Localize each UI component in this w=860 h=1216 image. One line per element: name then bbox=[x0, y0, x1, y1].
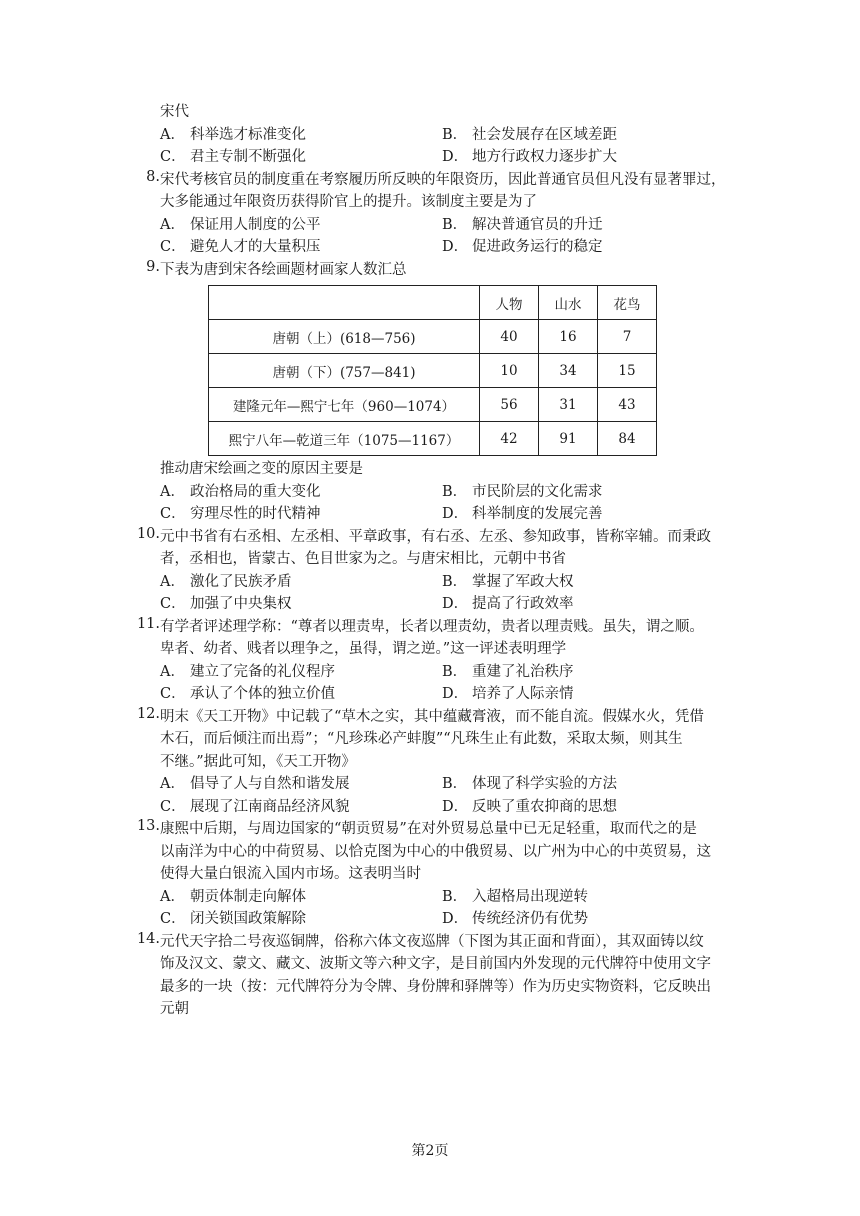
table-value-cell: 15 bbox=[598, 354, 657, 388]
table-value-cell: 42 bbox=[480, 422, 539, 456]
question-8 bbox=[136, 169, 736, 214]
question-10-option-c[interactable]: C． 加强了中央集权 bbox=[160, 596, 292, 612]
question-14 bbox=[136, 931, 736, 1021]
question-7-option-d[interactable]: D． 地方行政权力逐步扩大 bbox=[442, 149, 617, 165]
question-13-options-row-1 bbox=[136, 886, 736, 909]
question-stem-line: 元中书省有右丞相、左丞相、平章政事，有右丞、左丞、参知政事，皆称宰辅。而秉政 bbox=[160, 528, 711, 545]
table-period-cell: 唐朝（下）(757—841) bbox=[209, 354, 480, 388]
question-number: 14. bbox=[136, 930, 160, 947]
table-row bbox=[209, 388, 657, 422]
question-number: 12. bbox=[136, 705, 160, 722]
question-8-option-d[interactable]: D． 促进政务运行的稳定 bbox=[442, 239, 603, 255]
question-11-options-row-1 bbox=[136, 661, 736, 684]
question-10-options-row-2 bbox=[136, 593, 736, 616]
question-9-option-c[interactable]: C． 穷理尽性的时代精神 bbox=[160, 506, 321, 522]
question-11 bbox=[136, 616, 736, 661]
question-9-options-row-1 bbox=[136, 481, 736, 504]
question-11-option-b[interactable]: B． 重建了礼治秩序 bbox=[442, 663, 574, 680]
question-7-option-b[interactable]: B． 社会发展存在区域差距 bbox=[442, 126, 617, 143]
table-period-cell: 唐朝（上）(618—756) bbox=[209, 320, 480, 354]
question-number: 9. bbox=[146, 258, 160, 275]
question-13-option-a[interactable]: A． 朝贡体制走向解体 bbox=[160, 888, 306, 905]
question-7-option-a[interactable]: A． 科举选才标准变化 bbox=[160, 126, 306, 143]
table-header-row bbox=[209, 286, 657, 320]
question-stem-line: 宋代考核官员的制度重在考察履历所反映的年限资历，因此普通官员但凡没有显著罪过， bbox=[160, 171, 726, 188]
question-8-option-b[interactable]: B． 解决普通官员的升迁 bbox=[442, 216, 603, 233]
table-value-cell: 91 bbox=[539, 422, 598, 456]
table-period-cell: 建隆元年—熙宁七年（960—1074） bbox=[209, 388, 480, 422]
question-stem-line: 饰及汉文、蒙文、藏文、波斯文等六种文字，是目前国内外发现的元代牌符中使用文字 bbox=[160, 956, 711, 972]
question-stem-line: 不继。”据此可知，《天工开物》 bbox=[160, 753, 356, 770]
question-7-fragment: 宋代 bbox=[160, 104, 189, 120]
question-8-options-row-1 bbox=[136, 214, 736, 237]
question-stem-line: 者，丞相也，皆蒙古、色目世家为之。与唐宋相比，元朝中书省 bbox=[160, 551, 566, 567]
question-12-option-d[interactable]: D． 反映了重农抑商的思想 bbox=[442, 798, 617, 815]
table-corner-cell bbox=[209, 286, 480, 320]
page-content bbox=[136, 101, 736, 1021]
question-9-option-a[interactable]: A． 政治格局的重大变化 bbox=[160, 483, 321, 500]
question-9-option-b[interactable]: B． 市民阶层的文化需求 bbox=[442, 483, 603, 500]
table-value-cell: 84 bbox=[598, 422, 657, 456]
question-11-options-row-2 bbox=[136, 683, 736, 706]
question-stem-line: 有学者评述理学称：“尊者以理责卑，长者以理责幼，贵者以理责贱。虽失，谓之顺。 bbox=[160, 618, 704, 635]
table-header-cell: 山水 bbox=[539, 286, 598, 320]
question-13-option-c[interactable]: C． 闭关锁国政策解除 bbox=[160, 911, 306, 927]
question-12-option-b[interactable]: B． 体现了科学实验的方法 bbox=[442, 776, 617, 792]
question-number: 8. bbox=[146, 168, 160, 185]
table-header-cell: 花鸟 bbox=[598, 286, 657, 320]
question-stem-line: 卑者、幼者、贱者以理争之，虽得，谓之逆。”这一评述表明理学 bbox=[160, 641, 567, 657]
table-value-cell: 16 bbox=[539, 320, 598, 354]
question-stem-line: 大多能通过年限资历获得阶官上的提升。该制度主要是为了 bbox=[160, 194, 537, 210]
table-value-cell: 31 bbox=[539, 388, 598, 422]
question-stem-line: 木石，而后倾注而出焉”；“凡珍珠必产蚌腹”“凡珠生止有此数，采取太频，则其生 bbox=[160, 731, 683, 747]
table-row bbox=[209, 354, 657, 388]
painters-table bbox=[208, 285, 657, 456]
table-value-cell: 43 bbox=[598, 388, 657, 422]
question-13 bbox=[136, 818, 736, 886]
question-11-option-d[interactable]: D． 培养了人际亲情 bbox=[442, 686, 574, 702]
question-8-options-row-2 bbox=[136, 236, 736, 259]
question-12 bbox=[136, 706, 736, 774]
question-7-option-c[interactable]: C． 君主专制不断强化 bbox=[160, 149, 306, 165]
question-stem-line: 下表为唐到宋各绘画题材画家人数汇总 bbox=[160, 261, 407, 278]
question-10-options-row-1 bbox=[136, 571, 736, 594]
question-stem-line: 使得大量白银流入国内市场。这表明当时 bbox=[160, 866, 421, 882]
table-value-cell: 10 bbox=[480, 354, 539, 388]
question-stem-line: 康熙中后期，与周边国家的“朝贡贸易”在对外贸易总量中已无足轻重，取而代之的是 bbox=[160, 821, 697, 837]
question-12-option-c[interactable]: C． 展现了江南商品经济风貌 bbox=[160, 798, 350, 815]
question-number: 11. bbox=[136, 615, 160, 632]
question-number: 13. bbox=[136, 818, 160, 834]
table-row bbox=[209, 320, 657, 354]
question-9-options-row-2 bbox=[136, 503, 736, 526]
question-9 bbox=[136, 259, 736, 282]
question-13-options-row-2 bbox=[136, 908, 736, 931]
question-stem-line: 最多的一块（按：元代牌符分为令牌、身份牌和驿牌等）作为历史实物资料，它反映出 bbox=[160, 978, 711, 995]
table-header-cell: 人物 bbox=[480, 286, 539, 320]
question-stem-line: 元朝 bbox=[160, 1001, 189, 1017]
table-value-cell: 56 bbox=[480, 388, 539, 422]
table-period-cell: 熙宁八年—乾道三年（1075—1167） bbox=[209, 422, 480, 456]
table-row bbox=[209, 422, 657, 456]
question-stem-line: 以南洋为中心的中荷贸易、以恰克图为中心的中俄贸易、以广州为中心的中英贸易，这 bbox=[160, 843, 711, 860]
question-8-option-c[interactable]: C． 避免人才的大量积压 bbox=[160, 239, 321, 255]
question-12-options-row-1 bbox=[136, 773, 736, 796]
question-7-options-row-1 bbox=[136, 124, 736, 147]
question-10-option-b[interactable]: B． 掌握了军政大权 bbox=[442, 573, 574, 590]
question-10-option-d[interactable]: D． 提高了行政效率 bbox=[442, 596, 574, 612]
question-12-option-a[interactable]: A． 倡导了人与自然和谐发展 bbox=[160, 776, 350, 792]
question-stem-line: 元代天字拾二号夜巡铜牌，俗称六体文夜巡牌（下图为其正面和背面），其双面铸以纹 bbox=[160, 933, 704, 950]
question-11-option-a[interactable]: A． 建立了完备的礼仪程序 bbox=[160, 663, 335, 680]
table-value-cell: 7 bbox=[598, 320, 657, 354]
table-value-cell: 34 bbox=[539, 354, 598, 388]
question-10 bbox=[136, 526, 736, 571]
question-11-option-c[interactable]: C． 承认了个体的独立价值 bbox=[160, 686, 335, 702]
question-7-options-row-2 bbox=[136, 146, 736, 169]
question-8-option-a[interactable]: A． 保证用人制度的公平 bbox=[160, 216, 321, 233]
question-13-option-d[interactable]: D． 传统经济仍有优势 bbox=[442, 911, 588, 927]
table-value-cell: 40 bbox=[480, 320, 539, 354]
question-13-option-b[interactable]: B． 入超格局出现逆转 bbox=[442, 888, 588, 905]
question-stem-line: 明末《天工开物》中记载了“草木之实，其中蕴藏膏液，而不能自流。假媒水火，凭借 bbox=[160, 708, 704, 725]
question-10-option-a[interactable]: A． 激化了民族矛盾 bbox=[160, 573, 292, 590]
page-number: 第2页 bbox=[411, 1143, 449, 1159]
question-12-options-row-2 bbox=[136, 796, 736, 819]
question-9-prompt: 推动唐宋绘画之变的原因主要是 bbox=[160, 461, 363, 477]
question-number: 10. bbox=[136, 525, 160, 542]
question-9-option-d[interactable]: D． 科举制度的发展完善 bbox=[442, 506, 603, 522]
